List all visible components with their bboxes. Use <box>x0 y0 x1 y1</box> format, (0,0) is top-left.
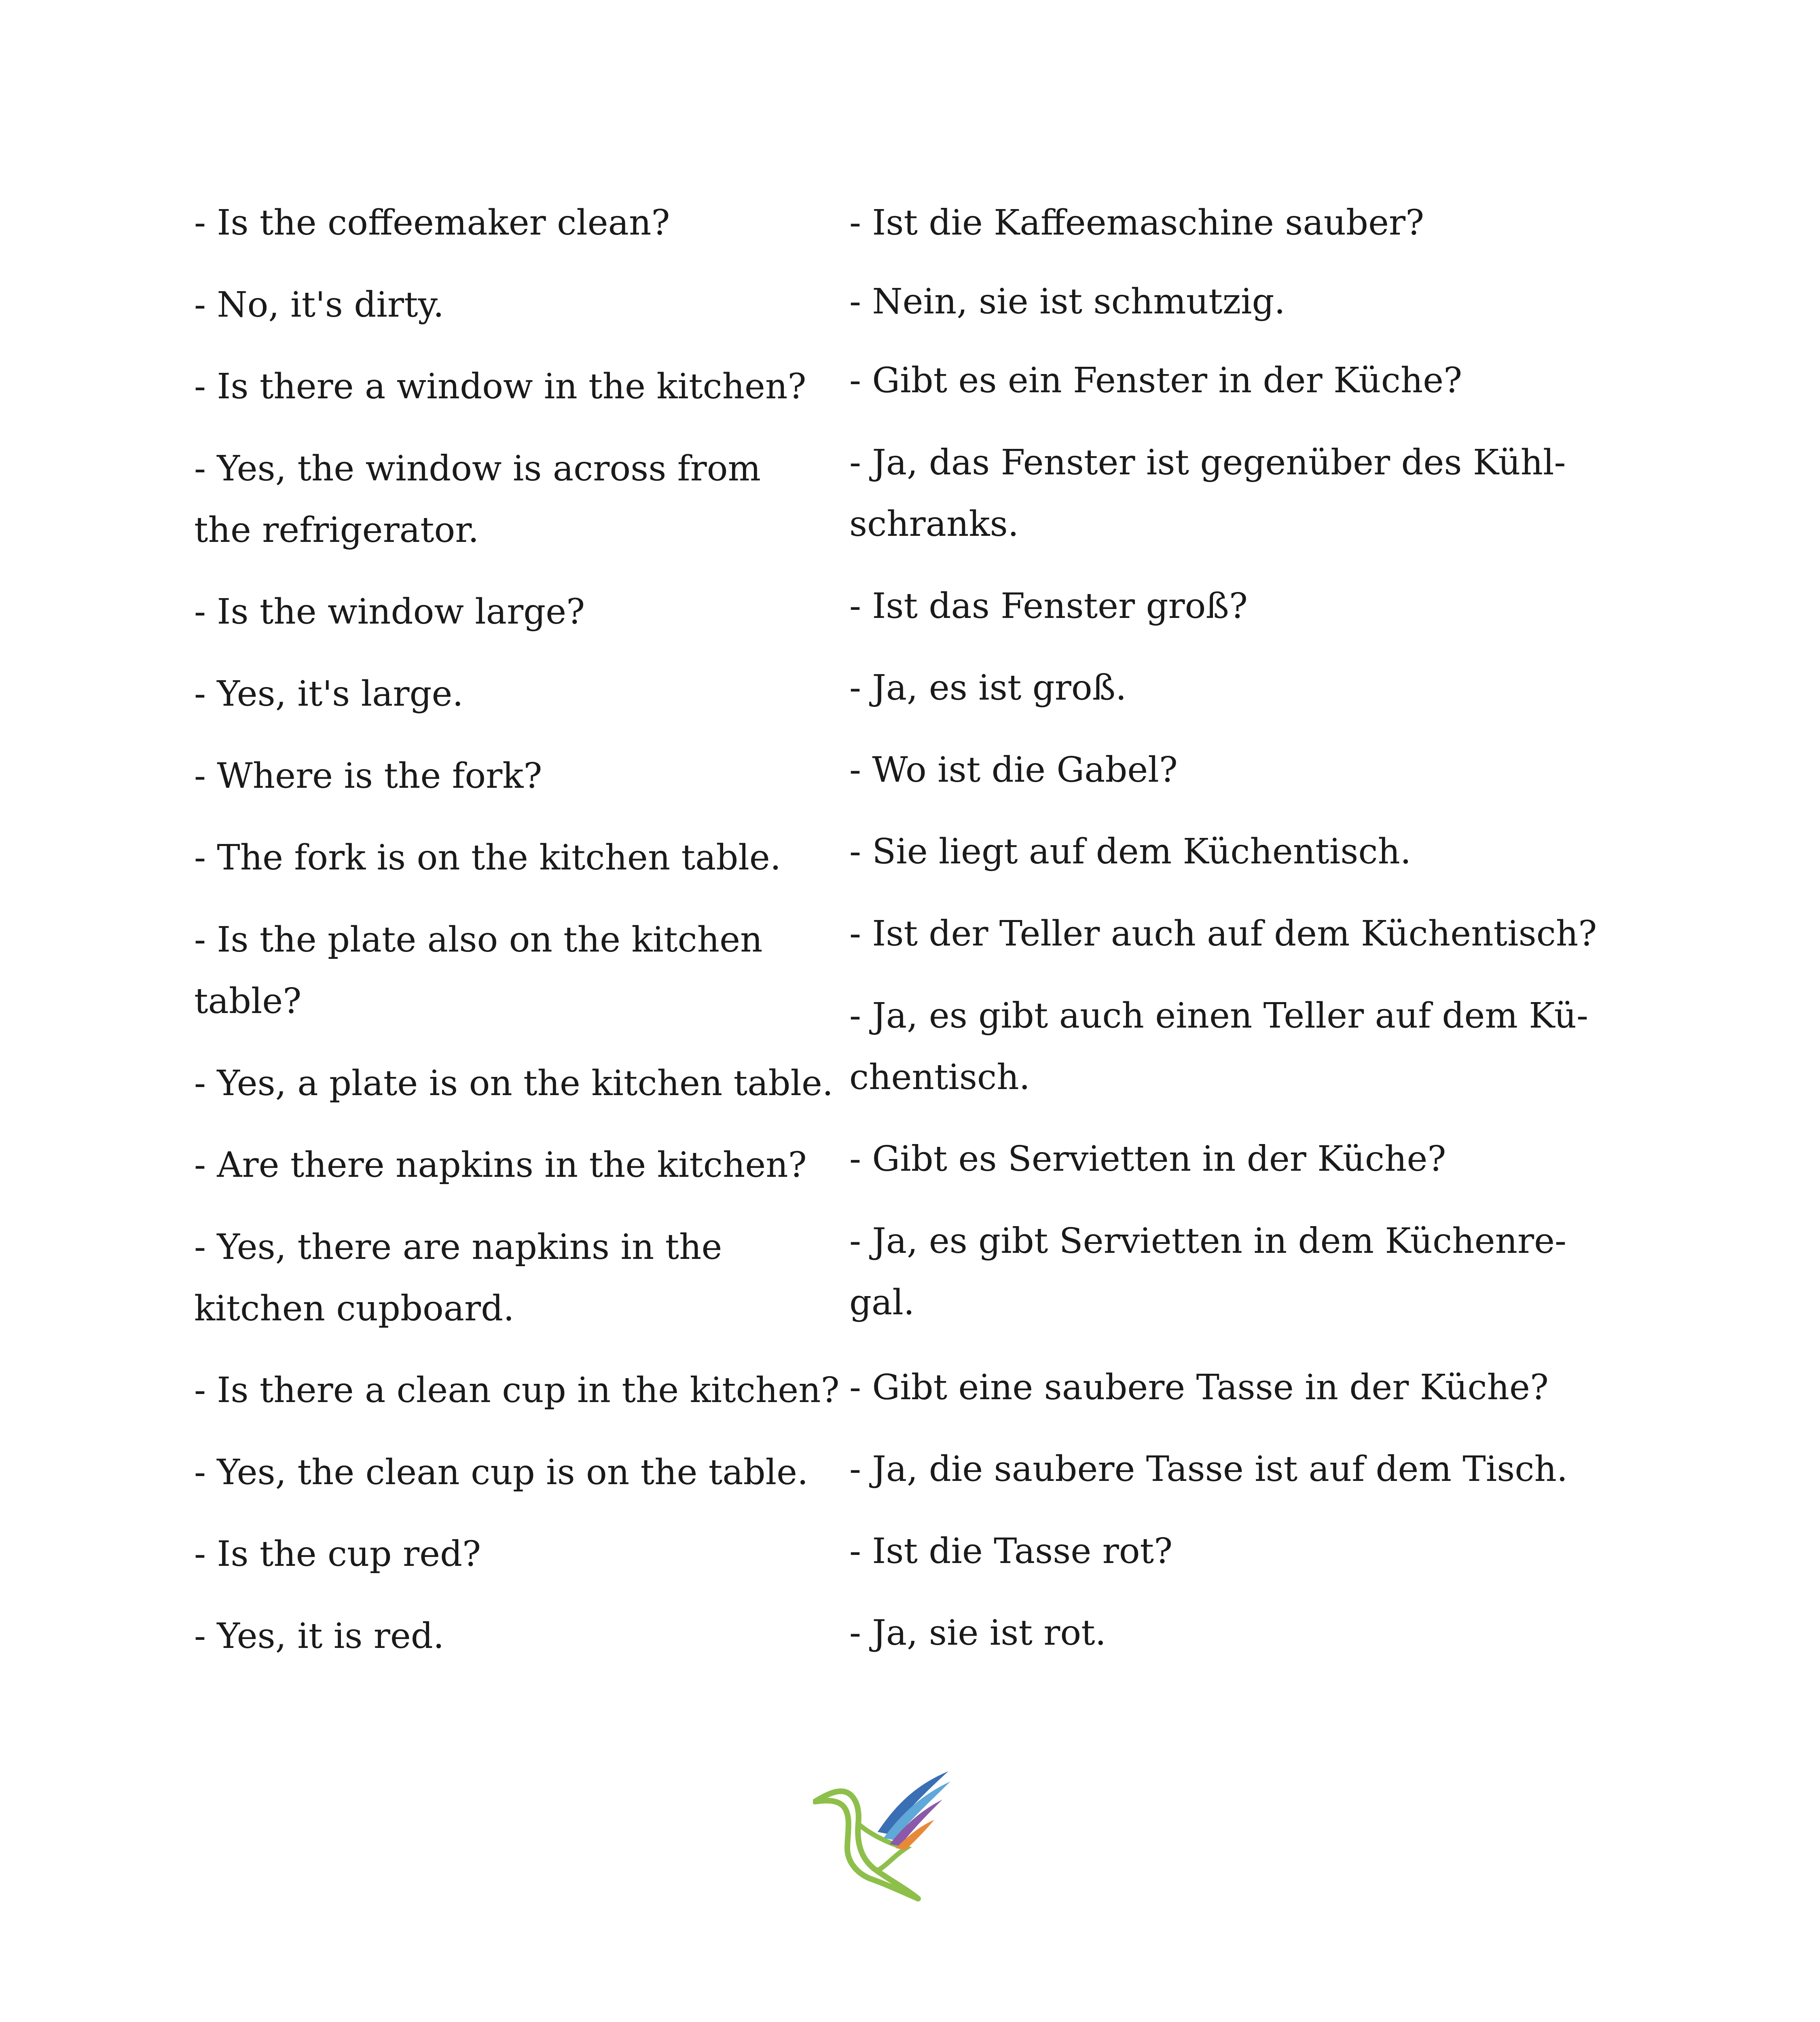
english-line: - Is the coffeemaker clean? <box>194 203 670 243</box>
english-line: the refrigerator. <box>194 510 479 550</box>
german-line: - Sie liegt auf dem Küchentisch. <box>849 831 1412 872</box>
german-line: - Ja, es gibt Servietten in dem Küchenre- <box>849 1221 1567 1261</box>
english-line: - Yes, the window is across from <box>194 448 761 489</box>
german-line: - Gibt es Servietten in der Küche? <box>849 1139 1446 1179</box>
german-line: - Ist die Kaffeemaschine sauber? <box>849 203 1424 243</box>
german-line: - Wo ist die Gabel? <box>849 750 1178 790</box>
german-line: - Ja, das Fenster ist gegenüber des Kühl- <box>849 442 1566 483</box>
english-line: - Are there napkins in the kitchen? <box>194 1145 807 1185</box>
hummingbird-icon <box>813 1767 959 1905</box>
german-line: - Ja, es gibt auch einen Teller auf dem Kü- <box>849 996 1589 1036</box>
german-line: - Ja, sie ist rot. <box>849 1613 1107 1653</box>
english-line: - Is the window large? <box>194 592 585 632</box>
german-line: - Gibt eine saubere Tasse in der Küche? <box>849 1367 1549 1408</box>
german-line: chentisch. <box>849 1057 1030 1098</box>
english-line: - Yes, the clean cup is on the table. <box>194 1452 808 1493</box>
english-line: - Is there a window in the kitchen? <box>194 366 806 407</box>
english-line: - Yes, a plate is on the kitchen table. <box>194 1063 834 1104</box>
english-line: - The fork is on the kitchen table. <box>194 838 781 878</box>
english-line: - Where is the fork? <box>194 756 542 796</box>
german-line: - Ja, die saubere Tasse ist auf dem Tisch. <box>849 1449 1568 1489</box>
english-line: table? <box>194 981 302 1022</box>
german-line: - Nein, sie ist schmutzig. <box>849 281 1285 322</box>
english-line: - Is the cup red? <box>194 1534 481 1574</box>
english-line: - Yes, there are napkins in the <box>194 1227 722 1267</box>
english-line: - Is the plate also on the kitchen <box>194 920 763 960</box>
german-line: gal. <box>849 1282 915 1323</box>
german-line: schranks. <box>849 504 1019 544</box>
german-line: - Ist die Tasse rot? <box>849 1531 1173 1571</box>
english-line: kitchen cupboard. <box>194 1288 514 1329</box>
english-line: - Yes, it is red. <box>194 1616 444 1656</box>
german-line: - Ist der Teller auch auf dem Küchentisch? <box>849 914 1597 954</box>
german-line: - Ist das Fenster groß? <box>849 586 1248 626</box>
german-line: - Gibt es ein Fenster in der Küche? <box>849 360 1462 401</box>
german-line: - Ja, es ist groß. <box>849 668 1127 708</box>
english-line: - Yes, it's large. <box>194 674 463 714</box>
english-line: - Is there a clean cup in the kitchen? <box>194 1370 840 1411</box>
english-line: - No, it's dirty. <box>194 285 444 325</box>
